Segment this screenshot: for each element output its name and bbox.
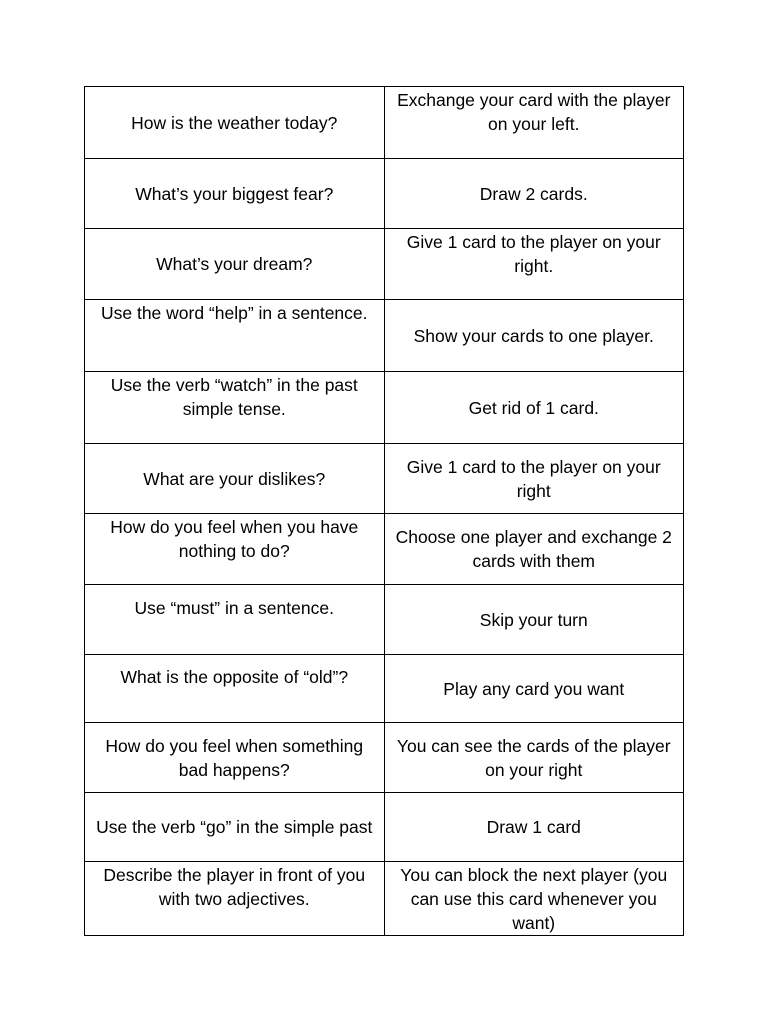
question-cell: What are your dislikes? xyxy=(85,444,385,514)
action-cell: Get rid of 1 card. xyxy=(384,372,684,444)
question-cell: How do you feel when something bad happens? xyxy=(85,723,385,793)
table-row xyxy=(85,585,684,655)
question-cell: Use the word “help” in a sentence. xyxy=(85,300,385,372)
card-table xyxy=(84,86,684,936)
table-row xyxy=(85,793,684,862)
action-cell: Choose one player and exchange 2 cards with them xyxy=(384,514,684,585)
question-cell: Use the verb “go” in the simple past xyxy=(85,793,385,862)
action-cell: Give 1 card to the player on your right xyxy=(384,444,684,514)
question-cell: Use the verb “watch” in the past simple tense. xyxy=(85,372,385,444)
table-row xyxy=(85,372,684,444)
question-cell: What is the opposite of “old”? xyxy=(85,655,385,723)
table-row xyxy=(85,723,684,793)
action-cell: Give 1 card to the player on your right. xyxy=(384,229,684,300)
question-cell: How is the weather today? xyxy=(85,87,385,159)
table-row xyxy=(85,87,684,159)
action-cell: Draw 1 card xyxy=(384,793,684,862)
action-cell: Show your cards to one player. xyxy=(384,300,684,372)
action-cell: You can see the cards of the player on your right xyxy=(384,723,684,793)
action-cell: Draw 2 cards. xyxy=(384,159,684,229)
question-cell: What’s your dream? xyxy=(85,229,385,300)
table-row xyxy=(85,229,684,300)
question-cell: How do you feel when you have nothing to do? xyxy=(85,514,385,585)
question-cell: Describe the player in front of you with two adjectives. xyxy=(85,862,385,936)
table-row xyxy=(85,159,684,229)
action-cell: Play any card you want xyxy=(384,655,684,723)
action-cell: You can block the next player (you can use this card whenever you want) xyxy=(384,862,684,936)
action-cell: Exchange your card with the player on your left. xyxy=(384,87,684,159)
action-cell: Skip your turn xyxy=(384,585,684,655)
table-row xyxy=(85,655,684,723)
table-row xyxy=(85,444,684,514)
question-cell: What’s your biggest fear? xyxy=(85,159,385,229)
table-row xyxy=(85,862,684,936)
table-row xyxy=(85,514,684,585)
table-row xyxy=(85,300,684,372)
question-cell: Use “must” in a sentence. xyxy=(85,585,385,655)
